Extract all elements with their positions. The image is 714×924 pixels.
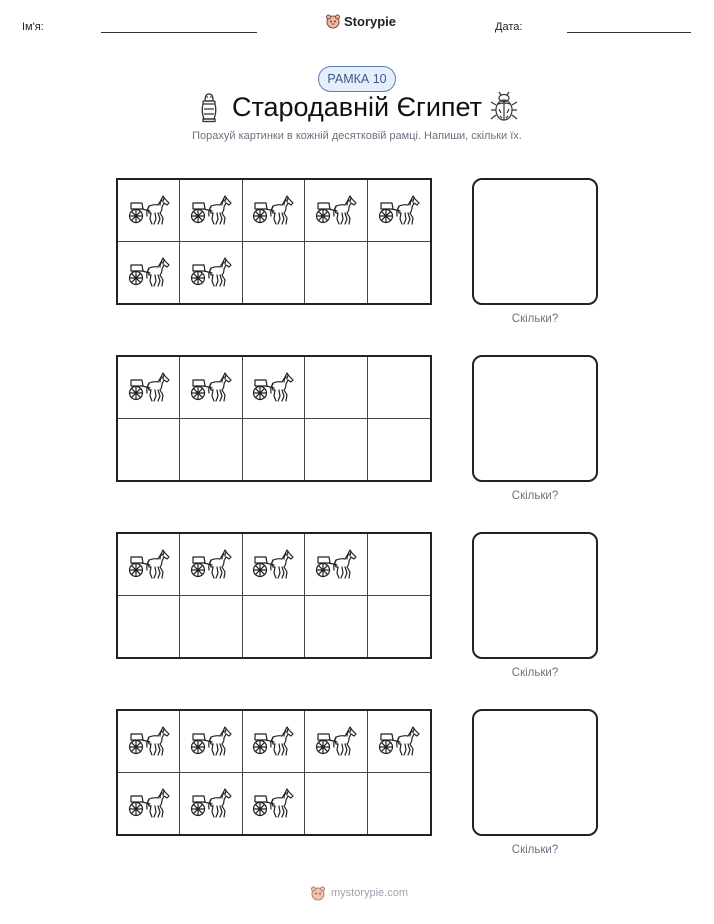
ten-frame-3 xyxy=(116,532,432,659)
frame-cell xyxy=(368,242,430,304)
frame-cell xyxy=(305,773,367,835)
ten-frame-4 xyxy=(116,709,432,836)
horse-chariot-icon xyxy=(127,787,171,819)
frame-cell xyxy=(243,534,305,596)
frame-cell xyxy=(368,419,430,481)
frame-cell xyxy=(243,596,305,658)
frame-cell xyxy=(118,534,180,596)
frame-cell xyxy=(305,180,367,242)
frame-cell xyxy=(118,773,180,835)
frame-cell xyxy=(305,357,367,419)
frame-cell xyxy=(368,534,430,596)
horse-chariot-icon xyxy=(189,548,233,580)
frame-badge: РАМКА 10 xyxy=(318,66,396,92)
frame-cell xyxy=(180,534,242,596)
horse-chariot-icon xyxy=(189,194,233,226)
horse-chariot-icon xyxy=(127,194,171,226)
frame-cell xyxy=(305,596,367,658)
page-title: Стародавній Єгипет xyxy=(231,92,483,122)
footer xyxy=(310,885,408,901)
scarab-beetle-icon xyxy=(490,91,518,123)
horse-chariot-icon xyxy=(377,725,421,757)
answer-box-4[interactable] xyxy=(472,709,598,836)
frame-cell xyxy=(243,242,305,304)
frame-cell xyxy=(243,357,305,419)
horse-chariot-icon xyxy=(127,725,171,757)
frame-cell xyxy=(180,357,242,419)
frame-cell xyxy=(305,242,367,304)
frame-cell xyxy=(305,711,367,773)
horse-chariot-icon xyxy=(189,371,233,403)
frame-cell xyxy=(180,596,242,658)
frame-cell xyxy=(305,419,367,481)
how-many-prompt-4: Скільки? xyxy=(511,844,559,856)
frame-cell xyxy=(305,534,367,596)
horse-chariot-icon xyxy=(189,787,233,819)
frame-cell xyxy=(243,711,305,773)
horse-chariot-icon xyxy=(314,194,358,226)
horse-chariot-icon xyxy=(377,194,421,226)
horse-chariot-icon xyxy=(251,787,295,819)
horse-chariot-icon xyxy=(127,548,171,580)
frame-cell xyxy=(180,242,242,304)
canopic-jar-icon xyxy=(198,91,220,123)
horse-chariot-icon xyxy=(127,256,171,288)
frame-cell xyxy=(368,180,430,242)
frame-cell xyxy=(118,596,180,658)
answer-box-1[interactable] xyxy=(472,178,598,305)
ten-frame-1 xyxy=(116,178,432,305)
name-label: Ім'я: xyxy=(22,21,44,33)
frame-cell xyxy=(118,357,180,419)
frame-cell xyxy=(180,711,242,773)
frame-cell xyxy=(180,419,242,481)
date-label: Дата: xyxy=(495,21,523,33)
how-many-prompt-2: Скільки? xyxy=(511,490,559,502)
frame-cell xyxy=(243,180,305,242)
frame-cell xyxy=(180,773,242,835)
horse-chariot-icon xyxy=(127,371,171,403)
brand-logo xyxy=(325,13,396,29)
frame-cell xyxy=(118,419,180,481)
frame-cell xyxy=(368,596,430,658)
horse-chariot-icon xyxy=(314,548,358,580)
answer-box-2[interactable] xyxy=(472,355,598,482)
instructions: Порахуй картинки в кожній десятковій рамці. Напиши, скільки їх. xyxy=(192,130,522,142)
footer-url: mystorypie.com xyxy=(331,887,409,899)
frame-cell xyxy=(368,773,430,835)
horse-chariot-icon xyxy=(314,725,358,757)
brand-name: Storypie xyxy=(344,13,397,29)
frame-cell xyxy=(118,180,180,242)
frame-cell xyxy=(368,711,430,773)
ten-frame-2 xyxy=(116,355,432,482)
horse-chariot-icon xyxy=(251,194,295,226)
frame-cell xyxy=(118,711,180,773)
answer-box-3[interactable] xyxy=(472,532,598,659)
how-many-prompt-3: Скільки? xyxy=(511,667,559,679)
horse-chariot-icon xyxy=(189,256,233,288)
frame-cell xyxy=(243,419,305,481)
frame-cell xyxy=(368,357,430,419)
horse-chariot-icon xyxy=(251,548,295,580)
storypie-mascot-icon xyxy=(325,13,341,29)
horse-chariot-icon xyxy=(251,371,295,403)
frame-cell xyxy=(243,773,305,835)
storypie-mascot-icon xyxy=(310,885,326,901)
frame-cell xyxy=(180,180,242,242)
date-field[interactable] xyxy=(567,32,691,33)
how-many-prompt-1: Скільки? xyxy=(511,313,559,325)
horse-chariot-icon xyxy=(251,725,295,757)
frame-cell xyxy=(118,242,180,304)
name-field[interactable] xyxy=(101,32,257,33)
horse-chariot-icon xyxy=(189,725,233,757)
